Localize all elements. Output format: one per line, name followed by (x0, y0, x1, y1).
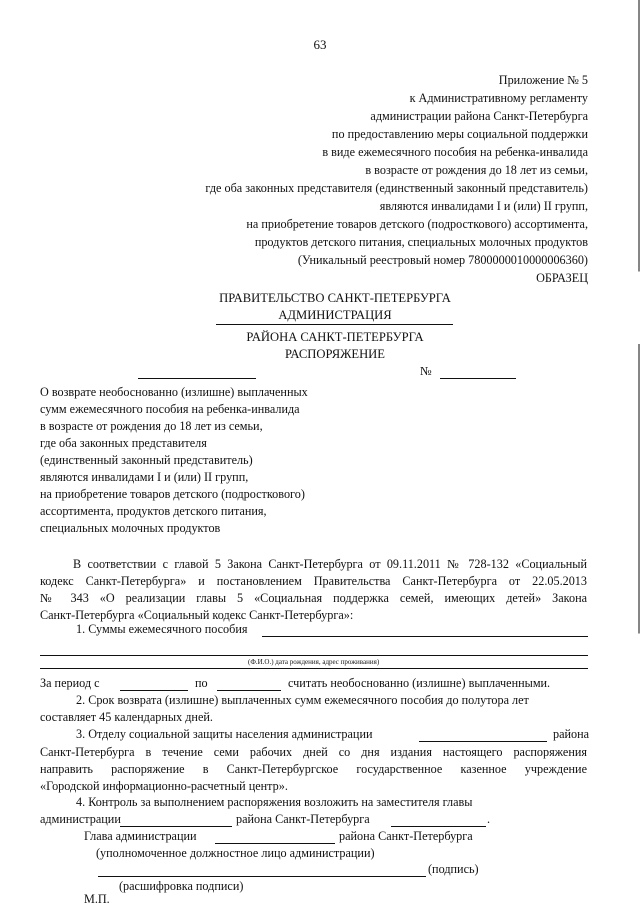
item-3-lead: 3. Отделу социальной защиты населения администрации (76, 727, 373, 741)
item1-blank (262, 636, 588, 637)
signature-blank (98, 876, 426, 877)
item-1: 1. Суммы ежемесячного пособия (76, 622, 248, 636)
subject-line: на приобретение товаров детского (подросткового) (40, 487, 305, 501)
fio-hint: (Ф.И.О.) дата рождения, адрес проживания) (248, 658, 380, 666)
signature-decode: (расшифровка подписи) (119, 879, 244, 893)
admin-title: АДМИНИСТРАЦИЯ (278, 308, 392, 322)
number-label: № (420, 364, 432, 378)
authorized-official: (уполномоченное должностное лицо администрации) (96, 846, 375, 860)
preamble-line: № 343 «О реализации главы 5 «Социальная поддержка семей, имеющих детей» Закона (40, 591, 587, 605)
period-text: считать необоснованно (излишне) выплаченными. (288, 676, 551, 690)
item4-deputy-blank (391, 826, 486, 827)
appendix-line: в виде ежемесячного пособия на ребенка-инвалида (322, 145, 588, 159)
doc-type: РАСПОРЯЖЕНИЕ (285, 347, 385, 361)
period-from-blank (120, 690, 188, 691)
item4-blank (120, 826, 232, 827)
item-4-lead: 4. Контроль за выполнением распоряжения возложить на заместителя главы (76, 795, 473, 809)
head-label: Глава администрации (84, 829, 197, 843)
period-to-label: по (195, 676, 208, 690)
subject-line: где оба законных представителя (40, 436, 207, 450)
preamble-line: Санкт-Петербурга «Социальный кодекс Санкт-Петербурга»: (40, 608, 354, 622)
appendix-line: являются инвалидами I и (или) II групп, (379, 199, 588, 213)
subject-line: являются инвалидами I и (или) II групп, (40, 470, 249, 484)
item-3-district: района (553, 727, 590, 741)
period-to-blank (217, 690, 281, 691)
gov-title: ПРАВИТЕЛЬСТВО САНКТ-ПЕТЕРБУРГА (219, 291, 451, 305)
item-2-line: составляет 45 календарных дней. (40, 710, 213, 724)
fio-blank-2 (40, 668, 588, 669)
date-blank (138, 378, 256, 379)
appendix-line: продуктов детского питания, специальных молочных продуктов (254, 235, 588, 249)
sample-mark: ОБРАЗЕЦ (536, 271, 588, 285)
item-3-line: направить распоряжение в Санкт-Петербургское государственное казенное учреждение (40, 762, 587, 776)
item-4-admin: администрации (40, 812, 121, 826)
period-from-label: За период с (40, 676, 100, 690)
item3-blank (419, 741, 547, 742)
item-4-end: . (487, 812, 491, 826)
subject-line: специальных молочных продуктов (40, 521, 221, 535)
subject-line: О возврате необоснованно (излишне) выплаченных (40, 385, 308, 399)
item-2-line: 2. Срок возврата (излишне) выплаченных сумм ежемесячного пособия до полутора лет (76, 693, 529, 707)
appendix-line: где оба законных представителя (единственный законный представитель) (205, 181, 588, 195)
appendix-line: к Административному регламенту (409, 91, 588, 105)
preamble (40, 556, 587, 624)
subject-line: (единственный законный представитель) (40, 453, 253, 467)
head-district: района Санкт-Петербурга (339, 829, 473, 843)
signature-label: (подпись) (428, 862, 479, 876)
district-title: РАЙОНА САНКТ-ПЕТЕРБУРГА (246, 330, 424, 344)
preamble-line: В соответствии с главой 5 Закона Санкт-Петербурга от 09.11.2011 № 728-132 «Социальный (73, 557, 587, 571)
head-blank (215, 843, 335, 844)
appendix-line: на приобретение товаров детского (подросткового) ассортимента, (246, 217, 588, 231)
appendix-line: Приложение № 5 (498, 73, 588, 87)
subject-line: ассортимента, продуктов детского питания, (40, 504, 267, 518)
appendix-line: (Уникальный реестровый номер 7800000010000006360) (297, 253, 588, 267)
appendix-line: в возрасте от рождения до 18 лет из семьи, (365, 163, 588, 177)
number-blank (440, 378, 516, 379)
seal-mark: М.П. (84, 892, 110, 906)
appendix-line: по предоставлению меры социальной поддержки (331, 127, 588, 141)
page-number: 63 (313, 37, 327, 52)
fio-blank (40, 655, 588, 656)
district-blank (216, 324, 453, 325)
item-4-district: района Санкт-Петербурга (236, 812, 370, 826)
appendix-line: администрации района Санкт-Петербурга (370, 109, 588, 123)
item-3-line: «Городской информационно-расчетный центр». (40, 779, 288, 793)
subject-line: сумм ежемесячного пособия на ребенка-инвалида (40, 402, 300, 416)
preamble-line: кодекс Санкт-Петербурга» и постановлением Правительства Санкт-Петербурга от 22.05.2013 (40, 574, 587, 588)
subject-line: в возрасте от рождения до 18 лет из семьи, (40, 419, 263, 433)
item-3-line: Санкт-Петербурга в течение семи рабочих дней со дня издания настоящего распоряжения (40, 745, 587, 759)
item-3-body (40, 744, 587, 795)
